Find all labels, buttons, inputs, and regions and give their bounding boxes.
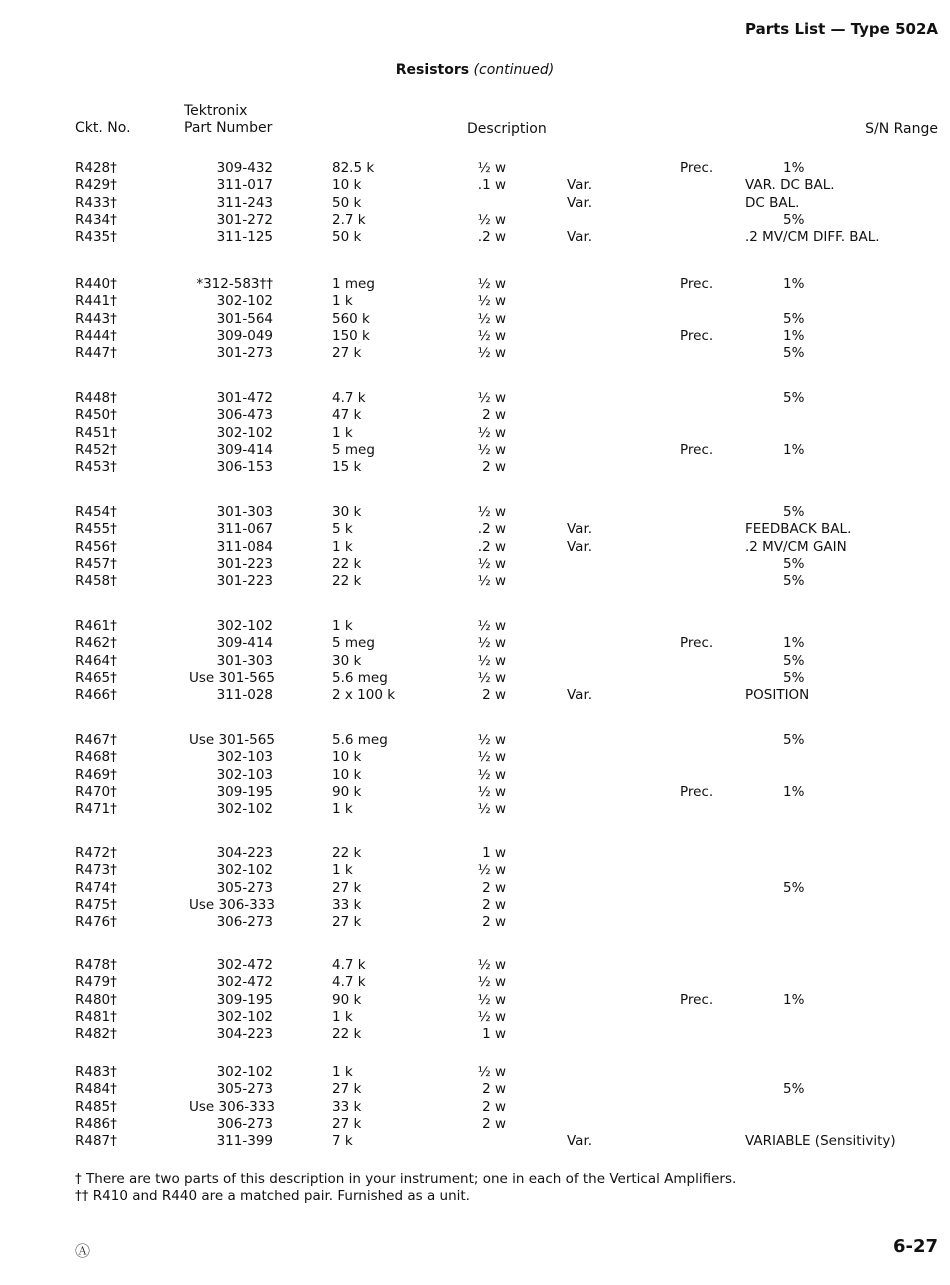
tolerance: 5% [783, 211, 805, 228]
wattage: 1 w [482, 845, 506, 861]
ckt-no: R478† [75, 957, 117, 973]
tolerance: 5% [783, 390, 805, 406]
value: 30 k [332, 504, 362, 520]
prec-flag: Prec. [680, 160, 714, 176]
wattage: 2 w [482, 1115, 506, 1132]
wattage: ½ w [477, 276, 506, 292]
part-number: 306-273 [216, 1115, 273, 1132]
part-number: 306-473 [216, 407, 273, 424]
wattage: ½ w [477, 991, 506, 1008]
value: 5 meg [332, 441, 375, 458]
value: 50 k [332, 194, 362, 211]
wattage: ½ w [477, 635, 506, 652]
wattage: ½ w [477, 669, 506, 686]
var-flag: Var. [567, 521, 593, 538]
part-number: 302-472 [216, 957, 273, 973]
value: 2 x 100 k [332, 687, 396, 704]
part-number: 309-195 [216, 783, 273, 800]
value: 1 k [332, 424, 353, 441]
wattage: ½ w [477, 862, 506, 879]
part-number: 302-102 [216, 1008, 273, 1025]
value: 22 k [332, 573, 362, 590]
value: 5 meg [332, 635, 375, 652]
part-number: 309-195 [216, 991, 273, 1008]
value: 1 k [332, 538, 353, 555]
value: 33 k [332, 1098, 362, 1115]
part-number: 311-125 [216, 229, 273, 246]
wattage: 2 w [482, 1098, 506, 1115]
part-number: 304-223 [216, 1026, 273, 1043]
part-number: 311-399 [216, 1133, 273, 1150]
wattage: ½ w [477, 441, 506, 458]
ckt-no: R470† [75, 783, 117, 800]
part-number: 304-223 [216, 845, 273, 861]
part-number: 305-273 [216, 879, 273, 896]
part-number: 311-017 [216, 177, 273, 194]
function-note: POSITION [745, 687, 810, 704]
part-number: 302-103 [216, 766, 273, 783]
part-number: 302-102 [216, 293, 273, 310]
part-number: 309-414 [216, 635, 273, 652]
ckt-no: R456† [75, 538, 117, 555]
ckt-no: R464† [75, 652, 117, 669]
wattage: ½ w [477, 783, 506, 800]
ckt-no: R474† [75, 879, 117, 896]
section-title-continued: (continued) [473, 62, 555, 78]
ckt-no: R472† [75, 845, 117, 861]
ckt-no: R458† [75, 573, 117, 590]
ckt-no: R434† [75, 211, 117, 228]
part-number: 311-084 [216, 538, 273, 555]
ckt-no: R454† [75, 504, 117, 520]
part-number: 302-102 [216, 801, 273, 818]
tolerance: 5% [783, 652, 805, 669]
part-number: 301-223 [216, 555, 273, 572]
value: 30 k [332, 652, 362, 669]
wattage: 2 w [482, 407, 506, 424]
ckt-no: R441† [75, 293, 117, 310]
wattage: ½ w [477, 1008, 506, 1025]
ckt-no: R471† [75, 801, 117, 818]
part-number: 311-028 [216, 687, 273, 704]
part-number: 311-067 [216, 521, 273, 538]
ckt-no: R453† [75, 459, 117, 476]
part-number: 301-303 [216, 504, 273, 520]
var-flag: Var. [567, 229, 593, 246]
function-note: VAR. DC BAL. [745, 177, 835, 194]
wattage: 2 w [482, 879, 506, 896]
tolerance: 1% [783, 991, 805, 1008]
part-number: 309-049 [216, 327, 273, 344]
value: 5.6 meg [332, 732, 388, 748]
part-number: 301-273 [216, 345, 273, 362]
ckt-no: R486† [75, 1115, 117, 1132]
ckt-no: R467† [75, 732, 117, 748]
prec-flag: Prec. [680, 441, 714, 458]
col-header-part-number: Part Number [184, 120, 273, 136]
ckt-no: R461† [75, 618, 117, 634]
ckt-no: R485† [75, 1098, 117, 1115]
part-number: 305-273 [216, 1081, 273, 1098]
tolerance: 1% [783, 783, 805, 800]
value: 1 k [332, 1064, 353, 1080]
part-number: 309-432 [216, 160, 273, 176]
value: 10 k [332, 177, 362, 194]
part-number: 306-273 [216, 914, 273, 931]
tolerance: 5% [783, 345, 805, 362]
part-number: 301-564 [216, 310, 273, 327]
tolerance: 5% [783, 573, 805, 590]
ckt-no: R447† [75, 345, 117, 362]
value: 150 k [332, 327, 370, 344]
value: 90 k [332, 991, 362, 1008]
ckt-no: R479† [75, 974, 117, 991]
prec-flag: Prec. [680, 635, 714, 652]
wattage: ½ w [477, 424, 506, 441]
value: 22 k [332, 1026, 362, 1043]
part-number: 302-102 [216, 1064, 273, 1080]
part-number: 302-102 [216, 618, 273, 634]
wattage: .1 w [477, 177, 506, 194]
prec-flag: Prec. [680, 327, 714, 344]
ckt-no: R483† [75, 1064, 117, 1080]
value: 4.7 k [332, 957, 366, 973]
wattage: .2 w [477, 521, 506, 538]
value: 50 k [332, 229, 362, 246]
value: 7 k [332, 1133, 353, 1150]
part-number: 309-414 [216, 441, 273, 458]
ckt-no: R476† [75, 914, 117, 931]
wattage: ½ w [477, 310, 506, 327]
ckt-no: R457† [75, 555, 117, 572]
value: 22 k [332, 845, 362, 861]
footnote-double-dagger: †† R410 and R440 are a matched pair. Furnished as a unit. [75, 1188, 470, 1204]
wattage: ½ w [477, 573, 506, 590]
wattage: ½ w [477, 390, 506, 406]
wattage: .2 w [477, 538, 506, 555]
tolerance: 5% [783, 555, 805, 572]
tolerance: 1% [783, 327, 805, 344]
value: 27 k [332, 1115, 362, 1132]
part-number: Use 301-565 [189, 669, 275, 686]
value: 5.6 meg [332, 669, 388, 686]
col-header-description: Description [467, 121, 547, 137]
function-note: .2 MV/CM GAIN [745, 538, 847, 555]
tolerance: 1% [783, 276, 805, 292]
col-header-sn-range: S/N Range [865, 121, 938, 137]
wattage: 2 w [482, 687, 506, 704]
ckt-no: R473† [75, 862, 117, 879]
tolerance: 5% [783, 1081, 805, 1098]
ckt-no: R448† [75, 390, 117, 406]
wattage: ½ w [477, 504, 506, 520]
var-flag: Var. [567, 538, 593, 555]
wattage: .2 w [477, 229, 506, 246]
var-flag: Var. [567, 687, 593, 704]
part-number: 311-243 [216, 194, 273, 211]
section-title-text: Resistors [395, 62, 470, 78]
value: 27 k [332, 914, 362, 931]
value: 1 k [332, 618, 353, 634]
value: 47 k [332, 407, 362, 424]
ckt-no: R466† [75, 687, 117, 704]
ckt-no: R450† [75, 407, 117, 424]
part-number: Use 301-565 [189, 732, 275, 748]
part-number: 302-472 [216, 974, 273, 991]
tolerance: 1% [783, 635, 805, 652]
value: 33 k [332, 896, 362, 913]
ckt-no: R429† [75, 177, 117, 194]
function-note: VARIABLE (Sensitivity) [745, 1133, 896, 1150]
value: 82.5 k [332, 160, 375, 176]
part-number: 301-472 [216, 390, 273, 406]
ckt-no: R480† [75, 991, 117, 1008]
value: 10 k [332, 766, 362, 783]
value: 27 k [332, 345, 362, 362]
ckt-no: R475† [75, 896, 117, 913]
prec-flag: Prec. [680, 783, 714, 800]
part-number: Use 306-333 [189, 896, 275, 913]
var-flag: Var. [567, 1133, 593, 1150]
col-header-ckt-no: Ckt. No. [75, 120, 131, 136]
ckt-no: R484† [75, 1081, 117, 1098]
part-number: 301-272 [216, 211, 273, 228]
part-number: 302-102 [216, 424, 273, 441]
col-header-tektronix: Tektronix [184, 103, 248, 119]
wattage: 1 w [482, 1026, 506, 1043]
var-flag: Var. [567, 177, 593, 194]
tolerance: 5% [783, 669, 805, 686]
value: 2.7 k [332, 211, 366, 228]
wattage: ½ w [477, 766, 506, 783]
value: 15 k [332, 459, 362, 476]
tolerance: 5% [783, 879, 805, 896]
function-note: FEEDBACK BAL. [745, 521, 852, 538]
prec-flag: Prec. [680, 991, 714, 1008]
ckt-no: R487† [75, 1133, 117, 1150]
ckt-no: R465† [75, 669, 117, 686]
var-flag: Var. [567, 194, 593, 211]
value: 1 k [332, 801, 353, 818]
value: 4.7 k [332, 974, 366, 991]
tektronix-logo-icon: Ⓐ [75, 1242, 91, 1260]
wattage: 2 w [482, 459, 506, 476]
wattage: ½ w [477, 749, 506, 766]
part-number: 301-223 [216, 573, 273, 590]
wattage: ½ w [477, 211, 506, 228]
ckt-no: R469† [75, 766, 117, 783]
wattage: ½ w [477, 732, 506, 748]
tolerance: 1% [783, 160, 805, 176]
value: 90 k [332, 783, 362, 800]
wattage: ½ w [477, 957, 506, 973]
wattage: ½ w [477, 1064, 506, 1080]
value: 5 k [332, 521, 353, 538]
function-note: .2 MV/CM DIFF. BAL. [745, 229, 880, 246]
tolerance: 5% [783, 310, 805, 327]
ckt-no: R452† [75, 441, 117, 458]
tolerance: 5% [783, 732, 805, 748]
value: 1 k [332, 293, 353, 310]
wattage: ½ w [477, 293, 506, 310]
value: 1 k [332, 862, 353, 879]
wattage: ½ w [477, 555, 506, 572]
page-number: 6-27 [892, 1236, 938, 1257]
running-head: Parts List — Type 502A [745, 20, 938, 38]
value: 27 k [332, 1081, 362, 1098]
ckt-no: R433† [75, 194, 117, 211]
footnote-single-dagger: † There are two parts of this description in your instrument; one in each of the Vertical Amplifiers. [75, 1171, 737, 1187]
wattage: ½ w [477, 974, 506, 991]
part-number: 306-153 [216, 459, 273, 476]
ckt-no: R440† [75, 276, 117, 292]
value: 10 k [332, 749, 362, 766]
value: 1 k [332, 1008, 353, 1025]
ckt-no: R462† [75, 635, 117, 652]
part-number: Use 306-333 [189, 1098, 275, 1115]
wattage: ½ w [477, 618, 506, 634]
part-number: 302-102 [216, 862, 273, 879]
ckt-no: R455† [75, 521, 117, 538]
part-number: 302-103 [216, 749, 273, 766]
tolerance: 1% [783, 441, 805, 458]
prec-flag: Prec. [680, 276, 714, 292]
value: 1 meg [332, 276, 375, 292]
ckt-no: R481† [75, 1008, 117, 1025]
function-note: DC BAL. [745, 194, 800, 211]
wattage: ½ w [477, 160, 506, 176]
part-number: *312-583†† [196, 276, 273, 292]
wattage: 2 w [482, 896, 506, 913]
ckt-no: R444† [75, 327, 117, 344]
section-title [0, 62, 950, 78]
ckt-no: R435† [75, 229, 117, 246]
ckt-no: R428† [75, 160, 117, 176]
wattage: 2 w [482, 1081, 506, 1098]
ckt-no: R468† [75, 749, 117, 766]
wattage: ½ w [477, 652, 506, 669]
wattage: ½ w [477, 327, 506, 344]
value: 22 k [332, 555, 362, 572]
tolerance: 5% [783, 504, 805, 520]
wattage: 2 w [482, 914, 506, 931]
ckt-no: R443† [75, 310, 117, 327]
wattage: ½ w [477, 345, 506, 362]
part-number: 301-303 [216, 652, 273, 669]
wattage: ½ w [477, 801, 506, 818]
ckt-no: R482† [75, 1026, 117, 1043]
value: 27 k [332, 879, 362, 896]
value: 560 k [332, 310, 370, 327]
ckt-no: R451† [75, 424, 117, 441]
value: 4.7 k [332, 390, 366, 406]
